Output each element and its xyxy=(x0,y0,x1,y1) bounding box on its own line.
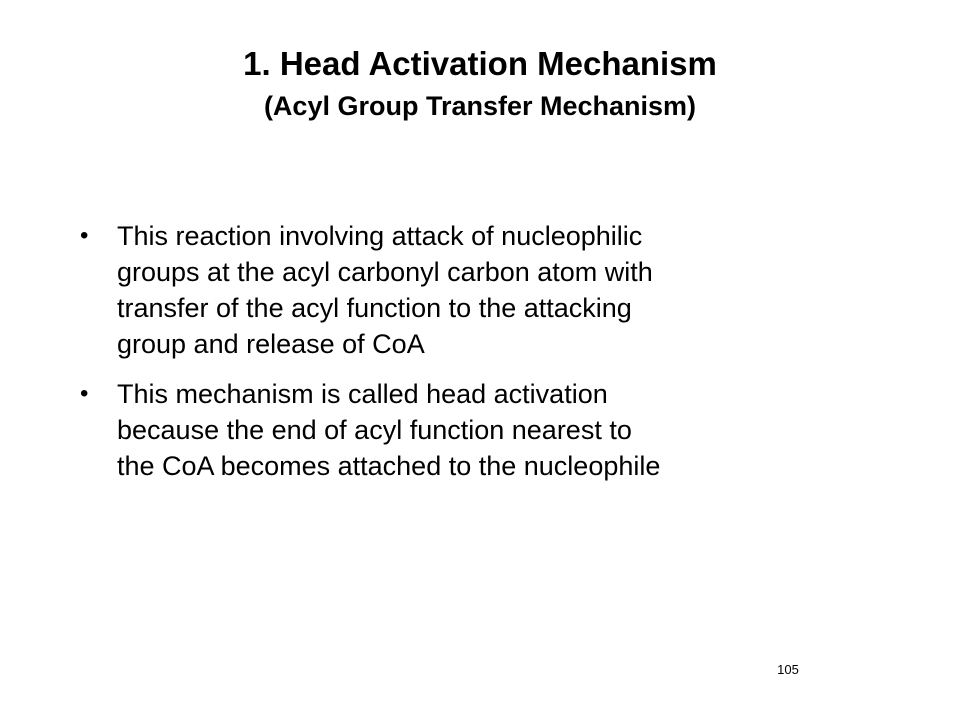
slide-subtitle: (Acyl Group Transfer Mechanism) xyxy=(263,91,697,121)
bullet-line: group and release of CoA xyxy=(117,329,425,359)
bullet-line: the CoA becomes attached to the nucleophile xyxy=(117,451,661,481)
bullet-point-icon: • xyxy=(80,222,89,249)
bullet-list xyxy=(80,218,880,498)
bullet-line: This reaction involving attack of nucleophilic xyxy=(117,221,643,251)
bullet-text xyxy=(117,376,880,484)
bullet-line: groups at the acyl carbonyl carbon atom with xyxy=(117,257,653,287)
bullet-text xyxy=(117,218,880,362)
page-number: 105 xyxy=(777,662,799,677)
bullet-item xyxy=(80,376,880,484)
slide-title: 1. Head Activation Mechanism xyxy=(243,45,717,82)
bullet-point-icon: • xyxy=(80,380,89,407)
bullet-line: transfer of the acyl function to the attacking xyxy=(117,293,632,323)
bullet-line: This mechanism is called head activation xyxy=(117,379,608,409)
bullet-item xyxy=(80,218,880,362)
bullet-line: because the end of acyl function nearest to xyxy=(117,415,632,445)
slide-title-block xyxy=(40,42,920,126)
